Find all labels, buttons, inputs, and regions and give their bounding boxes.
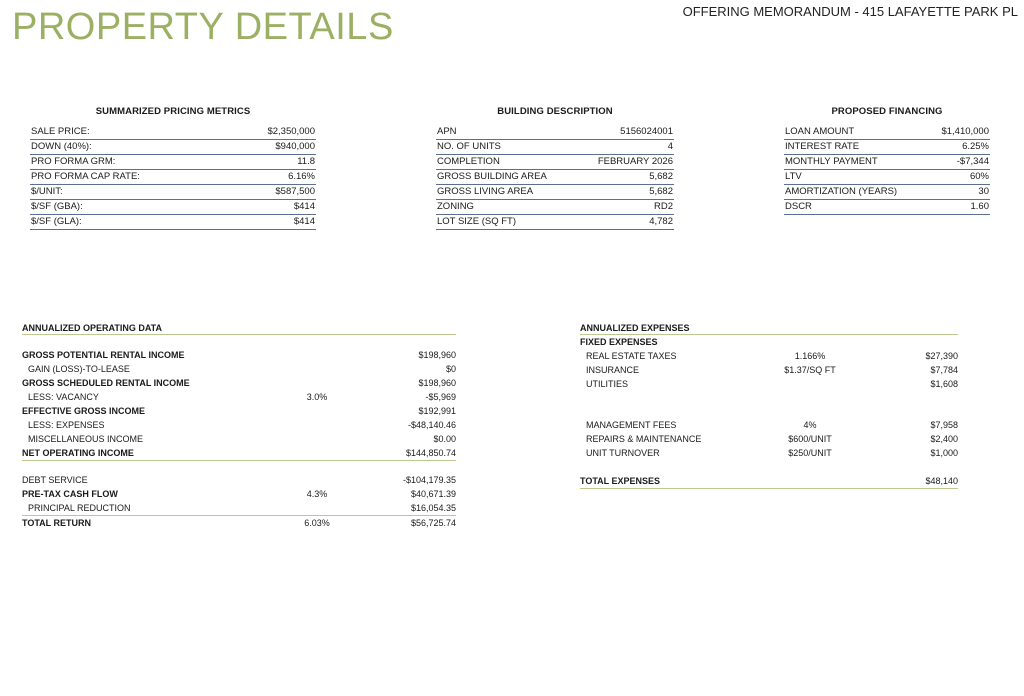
table-row <box>784 125 990 140</box>
row-label: LESS: VACANCY <box>28 392 99 402</box>
table-row <box>436 140 674 155</box>
row-label: LOAN AMOUNT <box>785 126 855 137</box>
proposed-financing-table <box>784 106 990 215</box>
row-amount: $1,000 <box>930 448 958 458</box>
row-label: GROSS SCHEDULED RENTAL INCOME <box>22 378 190 388</box>
fixed-expenses-heading-row <box>580 335 958 349</box>
row-value: $940,000 <box>275 141 315 152</box>
table-row <box>30 155 316 170</box>
row-amount: $0 <box>445 364 456 374</box>
row-amount: $40,671.39 <box>410 489 456 499</box>
row-value: $1,410,000 <box>941 126 989 137</box>
row-label: DSCR <box>785 201 812 212</box>
row-amount: $56,725.74 <box>410 518 456 528</box>
row-label: NET OPERATING INCOME <box>22 448 134 458</box>
table-row <box>580 446 958 460</box>
table-row <box>22 432 456 446</box>
fixed-expenses-heading: FIXED EXPENSES <box>580 337 658 347</box>
table-row <box>784 155 990 170</box>
table-row <box>784 170 990 185</box>
table-row <box>22 362 456 376</box>
row-label: PRO FORMA GRM: <box>31 156 116 167</box>
row-value: $414 <box>293 216 315 227</box>
row-amount: $198,960 <box>418 350 456 360</box>
table-row <box>22 516 456 530</box>
table-row <box>784 140 990 155</box>
table-row <box>30 200 316 215</box>
row-label: UNIT TURNOVER <box>586 448 660 458</box>
table-row <box>436 125 674 140</box>
row-rate: $1.37/SQ FT <box>784 365 836 375</box>
row-label: ZONING <box>437 201 474 212</box>
pricing-metrics-table <box>30 106 316 230</box>
operating-data-title: ANNUALIZED OPERATING DATA <box>22 323 456 335</box>
row-label: SALE PRICE: <box>31 126 90 137</box>
table-row <box>580 377 958 391</box>
row-value: $2,350,000 <box>267 126 315 137</box>
expenses-section <box>580 323 958 489</box>
row-value: 6.25% <box>962 141 989 152</box>
row-label: DOWN (40%): <box>31 141 92 152</box>
table-row <box>580 363 958 377</box>
row-rate: $600/UNIT <box>788 434 832 444</box>
row-value: 1.60 <box>970 201 989 212</box>
table-row <box>580 432 958 446</box>
table-row <box>30 215 316 230</box>
expenses-title: ANNUALIZED EXPENSES <box>580 323 958 335</box>
row-label: AMORTIZATION (YEARS) <box>785 186 898 197</box>
row-value: 5,682 <box>649 186 673 197</box>
table-row <box>30 170 316 185</box>
row-value: 60% <box>969 171 989 182</box>
row-value: $587,500 <box>275 186 315 197</box>
row-value: -$7,344 <box>956 156 989 167</box>
table-row <box>22 446 456 461</box>
row-value: $414 <box>293 201 315 212</box>
row-label: INSURANCE <box>586 365 640 375</box>
row-value: 4,782 <box>649 216 673 227</box>
row-amount: $1,608 <box>930 379 958 389</box>
row-label: LESS: EXPENSES <box>28 420 105 430</box>
row-amount: $7,958 <box>930 420 958 430</box>
row-label: GROSS POTENTIAL RENTAL INCOME <box>22 350 185 360</box>
row-value: FEBRUARY 2026 <box>597 156 673 167</box>
document-header: OFFERING MEMORANDUM - 415 LAFAYETTE PARK PL <box>682 4 1018 19</box>
row-amount: $2,400 <box>930 434 958 444</box>
row-amount: $7,784 <box>930 365 958 375</box>
row-label: TOTAL EXPENSES <box>580 476 661 486</box>
row-label: $/SF (GBA): <box>31 201 83 212</box>
row-label: REAL ESTATE TAXES <box>586 351 677 361</box>
table-row <box>30 185 316 200</box>
row-percent: 4.3% <box>306 489 328 499</box>
table-row <box>436 200 674 215</box>
row-amount: $198,960 <box>418 378 456 388</box>
table-row <box>580 418 958 432</box>
table-row <box>436 185 674 200</box>
building-description-title: BUILDING DESCRIPTION <box>497 106 613 117</box>
row-label: EFFECTIVE GROSS INCOME <box>22 406 146 416</box>
row-value: 30 <box>978 186 989 197</box>
row-label: GROSS BUILDING AREA <box>437 171 547 182</box>
row-value: 5,682 <box>649 171 673 182</box>
row-label: LTV <box>785 171 802 182</box>
row-label: GROSS LIVING AREA <box>437 186 534 197</box>
table-row <box>436 170 674 185</box>
page-title: PROPERTY DETAILS <box>12 6 394 48</box>
table-row <box>30 125 316 140</box>
table-row <box>22 390 456 404</box>
table-row <box>22 348 456 362</box>
row-value: 4 <box>667 141 673 152</box>
row-label: MONTHLY PAYMENT <box>785 156 878 167</box>
row-label: MANAGEMENT FEES <box>586 420 677 430</box>
table-row <box>580 349 958 363</box>
table-row <box>784 200 990 215</box>
row-value: 6.16% <box>288 171 315 182</box>
pricing-metrics-title: SUMMARIZED PRICING METRICS <box>95 106 251 117</box>
table-row <box>22 418 456 432</box>
row-label: PRO FORMA CAP RATE: <box>31 171 140 182</box>
row-amount: $16,054.35 <box>410 503 456 513</box>
row-amount: -$5,969 <box>425 392 456 402</box>
table-row <box>30 140 316 155</box>
row-label: UTILITIES <box>586 379 629 389</box>
table-row <box>22 376 456 390</box>
row-amount: $192,991 <box>418 406 456 416</box>
table-row <box>436 215 674 230</box>
row-label: NO. OF UNITS <box>437 141 501 152</box>
total-expenses-row <box>580 474 958 489</box>
row-percent: 3.0% <box>306 392 328 402</box>
row-rate: $250/UNIT <box>788 448 832 458</box>
row-amount: -$104,179.35 <box>402 475 456 485</box>
table-row <box>436 155 674 170</box>
row-percent: 6.03% <box>304 518 330 528</box>
row-amount: $144,850.74 <box>405 448 456 458</box>
row-amount: $48,140 <box>925 476 958 486</box>
row-label: PRINCIPAL REDUCTION <box>28 503 131 513</box>
row-label: COMPLETION <box>437 156 500 167</box>
operating-data-section <box>22 323 456 530</box>
row-amount: $27,390 <box>925 351 958 361</box>
table-row <box>784 185 990 200</box>
table-row <box>22 473 456 487</box>
row-label: $/UNIT: <box>31 186 63 197</box>
row-rate: 1.166% <box>794 351 826 361</box>
row-label: APN <box>437 126 457 137</box>
row-value: 11.8 <box>297 156 315 167</box>
table-row <box>22 501 456 516</box>
row-label: LOT SIZE (SQ FT) <box>437 216 516 227</box>
table-row <box>22 404 456 418</box>
row-label: $/SF (GLA): <box>31 216 82 227</box>
row-label: INTEREST RATE <box>785 141 860 152</box>
row-label: TOTAL RETURN <box>22 518 91 528</box>
building-description-table <box>436 106 674 230</box>
table-row <box>22 487 456 501</box>
row-amount: $0.00 <box>433 434 456 444</box>
proposed-financing-title: PROPOSED FINANCING <box>831 106 943 117</box>
row-amount: -$48,140.46 <box>407 420 456 430</box>
row-label: GAIN (LOSS)-TO-LEASE <box>28 364 130 374</box>
row-label: DEBT SERVICE <box>22 475 88 485</box>
row-rate: 4% <box>803 420 817 430</box>
row-label: PRE-TAX CASH FLOW <box>22 489 118 499</box>
row-label: MISCELLANEOUS INCOME <box>28 434 144 444</box>
row-label: REPAIRS & MAINTENANCE <box>586 434 702 444</box>
row-value: RD2 <box>653 201 673 212</box>
row-value: 5156024001 <box>620 126 673 137</box>
